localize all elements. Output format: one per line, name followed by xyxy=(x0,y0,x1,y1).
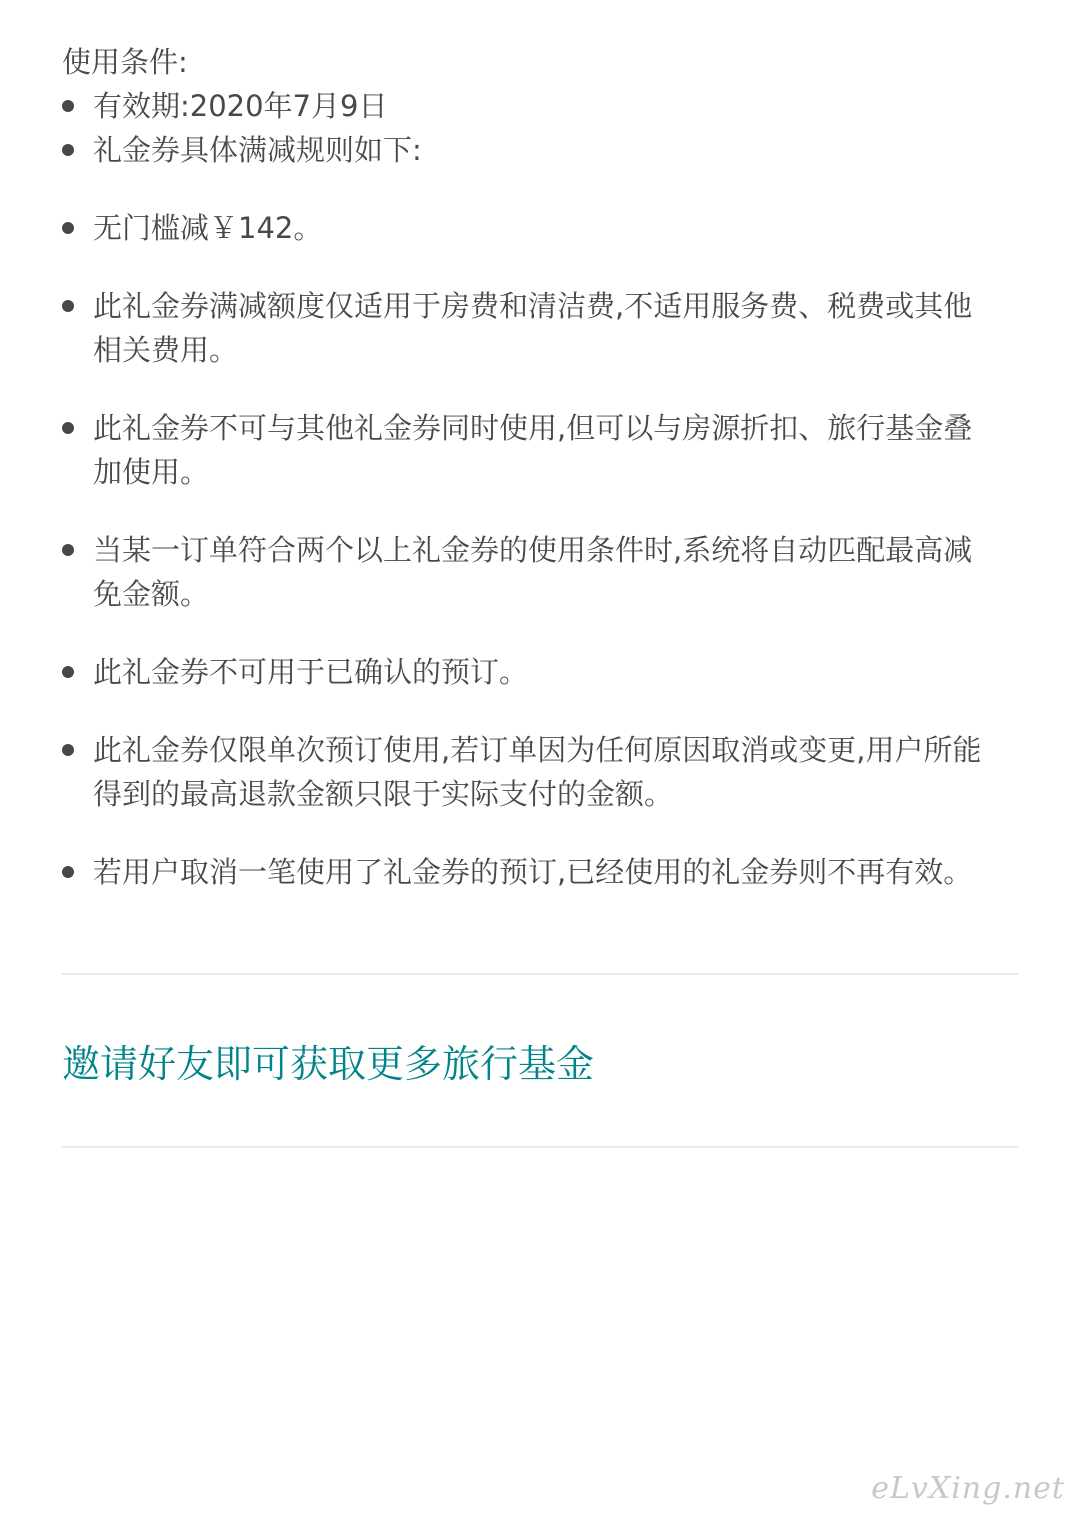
bullet-icon xyxy=(62,422,74,434)
bullet-icon xyxy=(62,222,74,234)
list-item xyxy=(62,84,1018,128)
rule-text: 无门槛减￥142。 xyxy=(93,211,323,245)
bullet-icon xyxy=(62,144,74,156)
bullet-icon xyxy=(62,544,74,556)
conditions-heading: 使用条件: xyxy=(62,45,188,79)
bullet-icon xyxy=(62,866,74,878)
bullet-icon xyxy=(62,100,74,112)
section-divider xyxy=(62,973,1018,975)
rule-text: 此礼金券仅限单次预订使用,若订单因为任何原因取消或变更,用户所能得到的最高退款金额只限于实际支付的金额。 xyxy=(93,733,982,811)
validity-text: 有效期:2020年7月9日 xyxy=(93,89,388,123)
invite-friends-link[interactable]: 邀请好友即可获取更多旅行基金 xyxy=(62,1042,595,1086)
bullet-icon xyxy=(62,300,74,312)
rule-text: 若用户取消一笔使用了礼金券的预订,已经使用的礼金券则不再有效。 xyxy=(93,855,973,889)
coupon-rules-list xyxy=(62,206,1018,894)
bullet-icon xyxy=(62,666,74,678)
rule-text: 当某一订单符合两个以上礼金券的使用条件时,系统将自动匹配最高减免金额。 xyxy=(93,533,973,611)
rule-item xyxy=(62,206,1018,250)
watermark-logo: eLvXing.net xyxy=(871,1471,1065,1506)
rule-item xyxy=(62,406,1018,494)
rules-intro-text: 礼金券具体满减规则如下: xyxy=(93,133,422,167)
rule-text: 此礼金券满减额度仅适用于房费和清洁费,不适用服务费、税费或其他相关费用。 xyxy=(93,289,973,367)
rule-item xyxy=(62,728,1018,816)
list-item xyxy=(62,128,1018,172)
rule-item xyxy=(62,284,1018,372)
rule-item xyxy=(62,528,1018,616)
rule-item xyxy=(62,650,1018,694)
rule-item xyxy=(62,850,1018,894)
bullet-icon xyxy=(62,744,74,756)
rule-text: 此礼金券不可用于已确认的预订。 xyxy=(93,655,529,689)
rule-text: 此礼金券不可与其他礼金券同时使用,但可以与房源折扣、旅行基金叠加使用。 xyxy=(93,411,973,489)
conditions-summary-list xyxy=(62,84,1018,172)
conditions-section xyxy=(62,40,1018,928)
section-divider xyxy=(62,1146,1018,1148)
